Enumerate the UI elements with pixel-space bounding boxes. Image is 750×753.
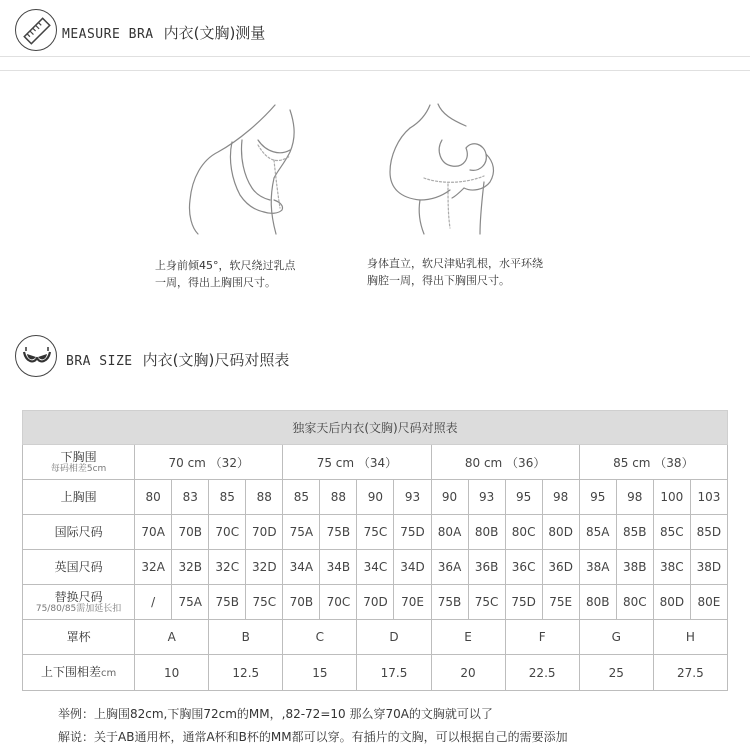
cup-cell: A [135, 620, 209, 655]
intl-size-cell: 85A [579, 515, 616, 550]
explain-note: 解说：关于AB通用杯，通常A杯和B杯的MM都可以穿。有插片的文胸，可以根据自己的需要添加 [58, 730, 568, 744]
cup-cell: G [579, 620, 653, 655]
intl-size-cell: 70D [246, 515, 283, 550]
cup-cell: D [357, 620, 431, 655]
intl-size-cell: 85C [653, 515, 690, 550]
bust-cell: 93 [468, 480, 505, 515]
bra-icon [15, 335, 57, 377]
bust-cell: 95 [505, 480, 542, 515]
uk-size-cell: 36C [505, 550, 542, 585]
row-header: 英国尺码 [23, 550, 135, 585]
bust-cell: 100 [653, 480, 690, 515]
uk-size-cell: 36D [542, 550, 579, 585]
table-caption: 独家天后内衣(文胸)尺码对照表 [23, 411, 728, 445]
intl-size-cell: 80B [468, 515, 505, 550]
bust-cell: 85 [283, 480, 320, 515]
cup-cell: F [505, 620, 579, 655]
underbust-value: 85 cm （38） [579, 445, 727, 480]
cup-row-header: 罩杯 [23, 620, 135, 655]
replace-size-cell: 75B [209, 585, 246, 620]
intl-size-cell: 70B [172, 515, 209, 550]
row-header: 国际尺码 [23, 515, 135, 550]
cup-cell: E [431, 620, 505, 655]
underbust-value: 75 cm （34） [283, 445, 431, 480]
bust-cell: 103 [690, 480, 727, 515]
bust-cell: 90 [357, 480, 394, 515]
uk-size-cell: 34B [320, 550, 357, 585]
replace-size-cell: 70E [394, 585, 431, 620]
uk-size-cell: 36B [468, 550, 505, 585]
diff-cell: 20 [431, 655, 505, 691]
replace-size-cell: 70C [320, 585, 357, 620]
diff-cell: 15 [283, 655, 357, 691]
size-section-title [66, 349, 289, 370]
replace-size-cell: 75D [505, 585, 542, 620]
ruler-icon [15, 9, 57, 51]
intl-size-cell: 75A [283, 515, 320, 550]
uk-size-cell: 32A [135, 550, 172, 585]
diff-cell: 25 [579, 655, 653, 691]
leaning-measure-illustration [170, 100, 320, 235]
underbust-header [23, 445, 135, 480]
diff-cell: 12.5 [209, 655, 283, 691]
replace-size-cell: 75E [542, 585, 579, 620]
uk-size-cell: 34A [283, 550, 320, 585]
cup-cell: C [283, 620, 357, 655]
underbust-label: 下胸围 [60, 449, 97, 464]
measure-section-title [62, 22, 265, 43]
intl-size-cell: 70C [209, 515, 246, 550]
content-divider [0, 70, 750, 71]
cup-cell: H [653, 620, 727, 655]
uk-size-cell: 32B [172, 550, 209, 585]
uk-size-cell: 38C [653, 550, 690, 585]
caption-line: 胸腔一周，得出下胸围尺寸。 [367, 274, 510, 287]
intl-size-cell: 75D [394, 515, 431, 550]
caption-line: 上身前倾45°，软尺绕过乳点 [155, 259, 296, 272]
caption-line: 一周，得出上胸围尺寸。 [155, 276, 276, 289]
bust-cell: 88 [246, 480, 283, 515]
bust-cell: 90 [431, 480, 468, 515]
replace-size-cell: 75A [172, 585, 209, 620]
replace-size-label: 替换尺码 [54, 589, 103, 604]
replace-size-cell: 80E [690, 585, 727, 620]
bust-cell: 83 [172, 480, 209, 515]
size-title-zh: 内衣(文胸)尺码对照表 [142, 351, 290, 369]
uk-size-cell: 32D [246, 550, 283, 585]
uk-size-cell: 36A [431, 550, 468, 585]
replace-size-cell: 80D [653, 585, 690, 620]
intl-size-cell: 85D [690, 515, 727, 550]
bust-cell: 80 [135, 480, 172, 515]
size-title-en: BRA SIZE [66, 354, 133, 369]
uk-size-cell: 34D [394, 550, 431, 585]
cup-cell: B [209, 620, 283, 655]
uk-size-cell: 34C [357, 550, 394, 585]
measure-title-en: MEASURE BRA [62, 27, 154, 42]
bust-cell: 95 [579, 480, 616, 515]
caption-line: 身体直立，软尺津贴乳根，水平环绕 [367, 257, 543, 270]
replace-size-cell: 80B [579, 585, 616, 620]
intl-size-cell: 80D [542, 515, 579, 550]
bust-cell: 93 [394, 480, 431, 515]
underbust-value: 80 cm （36） [431, 445, 579, 480]
replace-size-cell: 75C [468, 585, 505, 620]
bust-cell: 88 [320, 480, 357, 515]
diff-label: 上下围相差 [40, 664, 101, 679]
intl-size-cell: 80A [431, 515, 468, 550]
size-table [22, 410, 728, 691]
leaning-measure-caption [155, 257, 296, 291]
bust-cell: 98 [542, 480, 579, 515]
intl-size-cell: 85B [616, 515, 653, 550]
replace-size-cell: 80C [616, 585, 653, 620]
replace-size-cell: 75C [246, 585, 283, 620]
upright-measure-caption [367, 255, 543, 289]
example-note: 举例：上胸围82cm,下胸围72cm的MM，,82-72=10 那么穿70A的文胸就可以了 [58, 707, 493, 721]
intl-size-cell: 75B [320, 515, 357, 550]
underbust-value: 70 cm （32） [135, 445, 283, 480]
intl-size-cell: 75C [357, 515, 394, 550]
intl-size-cell: 70A [135, 515, 172, 550]
diff-cell: 10 [135, 655, 209, 691]
bust-cell: 98 [616, 480, 653, 515]
measure-title-zh: 内衣(文胸)测量 [163, 24, 266, 42]
replace-size-cell: / [135, 585, 172, 620]
upright-measure-illustration [380, 100, 510, 235]
row-header: 上胸围 [23, 480, 135, 515]
uk-size-cell: 38A [579, 550, 616, 585]
header-divider [0, 56, 750, 57]
replace-size-cell: 70D [357, 585, 394, 620]
underbust-sublabel: 每码相差5cm [50, 463, 107, 474]
uk-size-cell: 38D [690, 550, 727, 585]
diff-row-header [23, 655, 135, 691]
diff-cell: 22.5 [505, 655, 579, 691]
uk-size-cell: 38B [616, 550, 653, 585]
replace-size-cell: 70B [283, 585, 320, 620]
diff-unit: cm [100, 667, 117, 679]
uk-size-cell: 32C [209, 550, 246, 585]
bust-cell: 85 [209, 480, 246, 515]
diff-cell: 27.5 [653, 655, 727, 691]
replace-size-cell: 75B [431, 585, 468, 620]
row-header [23, 585, 135, 620]
diff-cell: 17.5 [357, 655, 431, 691]
intl-size-cell: 80C [505, 515, 542, 550]
replace-size-sublabel: 75/80/85需加延长扣 [35, 603, 122, 614]
